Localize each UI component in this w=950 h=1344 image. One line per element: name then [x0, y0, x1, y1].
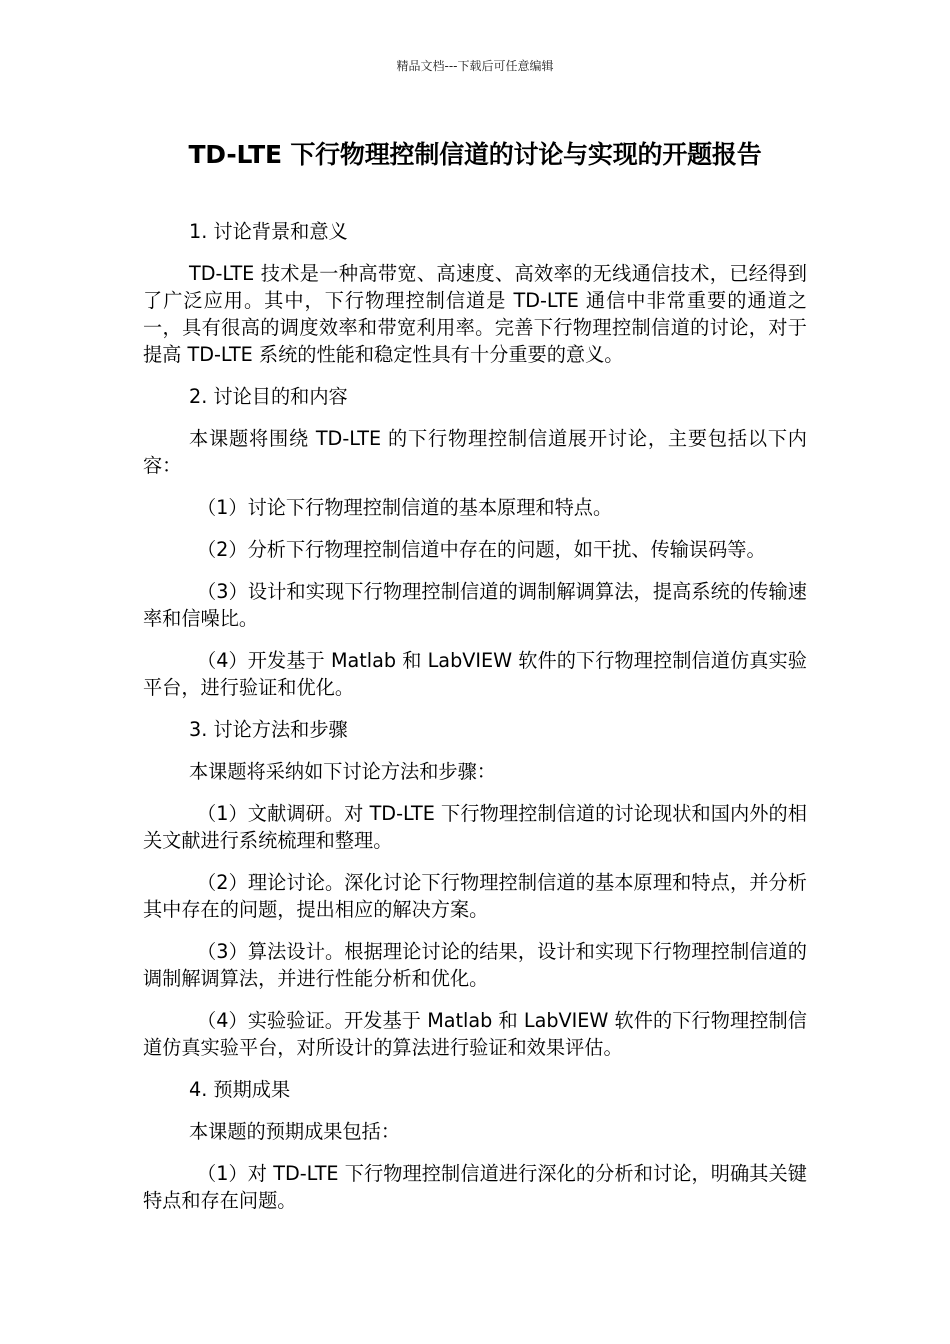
section-2-item-1: （1）讨论下行物理控制信道的基本原理和特点。: [197, 496, 613, 519]
header-note: 精品文档---下载后可任意编辑: [396, 59, 554, 73]
document-body: [143, 218, 807, 1229]
document-title: TD-LTE 下行物理控制信道的讨论与实现的开题报告: [188, 140, 762, 169]
section-3-item-3: （3）算法设计。根据理论讨论的结果，设计和实现下行物理控制信道的调制解调算法，并进行性能分析和优化。: [143, 940, 807, 990]
section-4-item-1: （1）对 TD-LTE 下行物理控制信道进行深化的分析和讨论，明确其关键特点和存在问题。: [143, 1162, 807, 1212]
section-1-paragraph: TD-LTE 技术是一种高带宽、高速度、高效率的无线通信技术，已经得到了广泛应用。其中，下行物理控制信道是 TD-LTE 通信中非常重要的通道之一，具有很高的调度效率和带宽利用率。完善下行物理控制信道的讨论，对于提高 TD-LTE 系统的性能和稳定性具有十分重要的意义。: [143, 262, 807, 366]
section-3-item-2: （2）理论讨论。深化讨论下行物理控制信道的基本原理和特点，并分析其中存在的问题，提出相应的解决方案。: [143, 871, 807, 921]
section-3-item-4: （4）实验验证。开发基于 Matlab 和 LabVIEW 软件的下行物理控制信道仿真实验平台，对所设计的算法进行验证和效果评估。: [143, 1009, 807, 1059]
section-3-item-1: （1）文献调研。对 TD-LTE 下行物理控制信道的讨论现状和国内外的相关文献进行系统梳理和整理。: [143, 802, 807, 852]
section-heading-1: 1. 讨论背景和意义: [189, 220, 348, 243]
section-heading-3: 3. 讨论方法和步骤: [189, 718, 348, 741]
section-2-item-4: （4）开发基于 Matlab 和 LabVIEW 软件的下行物理控制信道仿真实验平台，进行验证和优化。: [143, 649, 807, 699]
section-2-item-3: （3）设计和实现下行物理控制信道的调制解调算法，提高系统的传输速率和信噪比。: [143, 580, 807, 630]
section-2-intro: 本课题将围绕 TD-LTE 的下行物理控制信道展开讨论，主要包括以下内容：: [143, 427, 807, 477]
section-heading-4: 4. 预期成果: [189, 1078, 291, 1101]
section-heading-2: 2. 讨论目的和内容: [189, 385, 348, 408]
section-3-intro: 本课题将采纳如下讨论方法和步骤：: [189, 760, 496, 783]
section-4-intro: 本课题的预期成果包括：: [189, 1120, 401, 1143]
section-2-item-2: （2）分析下行物理控制信道中存在的问题，如干扰、传输误码等。: [197, 538, 766, 561]
